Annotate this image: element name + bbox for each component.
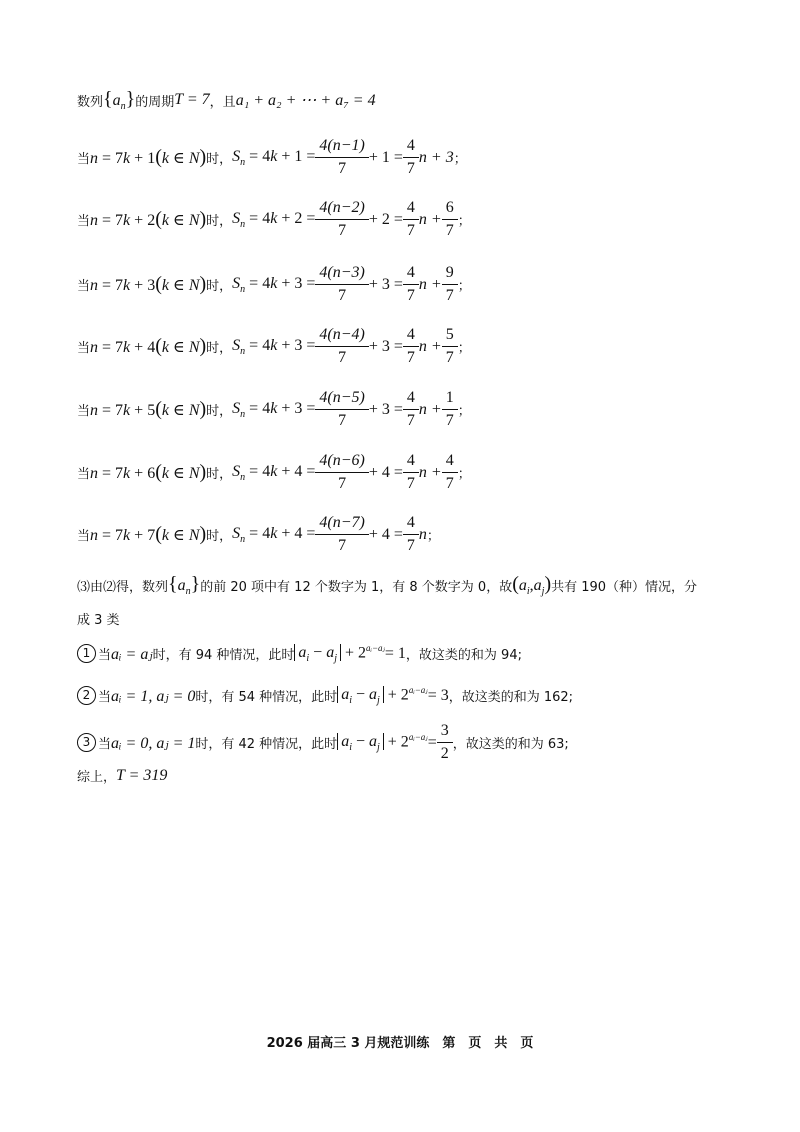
case-line-3: 当 n = 7k + 3(k ∈ N) 时， $S_n = 4k + 3$ = $\frac{4(n-3)}{7}$ + 3 = $\frac{4}{7}$ n + $\frac{9}{7}$ ； <box>77 264 471 305</box>
case-fraction: $\frac{4(n-7)}{7}$ <box>317 514 366 556</box>
subcase-1: 1 当 aᵢ = aⱼ 时，有 94 种情况，此时 $a_i - a_j + 2^{aᵢ-aⱼ}$ = 1 ，故这类的和为 94; <box>77 643 522 665</box>
fraction-three-halves: $\frac{3}{2}$ <box>439 722 451 764</box>
part3-line1: ⑶由⑵得，数列 $\{a_n\}$ 的前 20 项中有 12 个数字为 1，有 8 个数字为 0，故 $(a_i,a_j)$ 共有 190（种）情况，分 <box>77 573 698 598</box>
case-fraction: $\frac{4(n-2)}{7}$ <box>317 199 366 241</box>
conclusion: 综上， T = 319 <box>77 766 168 785</box>
case-fraction: $\frac{4(n-5)}{7}$ <box>317 389 366 431</box>
case-fraction: $\frac{4(n-6)}{7}$ <box>317 452 366 494</box>
case-line-6: 当 n = 7k + 6(k ∈ N) 时， $S_n = 4k + 4$ = $\frac{4(n-6)}{7}$ + 4 = $\frac{4}{7}$ n + $\frac{4}{7}$ ； <box>77 452 471 493</box>
part3-line2: 成 3 类 <box>77 613 120 628</box>
page-footer: 2026 届高三 3 月规范训练 第 页 共 页 <box>266 1036 534 1051</box>
subcase-3: 3 当 aᵢ = 0, aⱼ = 1 时，有 42 种情况，此时 $a_i - a_j + 2^{aᵢ-aⱼ}$ = $\frac{3}{2}$ ，故这类的和为 63; <box>77 722 569 764</box>
sum-eq: a₁ + a₂ + ⋯ + a₇ = 4 <box>235 92 376 110</box>
intro-label: 数列 <box>77 94 104 110</box>
intro-line: 数列 $\{a_n\}$ 的周期 T = 7 ， 且 a₁ + a₂ + ⋯ + a₇ = 4 <box>77 88 376 113</box>
case-fraction: $\frac{4(n-3)}{7}$ <box>317 264 366 306</box>
subcase-2: 2 当 aᵢ = 1, aⱼ = 0 时，有 54 种情况，此时 $a_i - a_j + 2^{aᵢ-aⱼ}$ = 3 ，故这类的和为 162; <box>77 685 573 707</box>
case-line-7: 当 n = 7k + 7(k ∈ N) 时， $S_n = 4k + 4$ = $\frac{4(n-7)}{7}$ + 4 = $\frac{4}{7}$ n ； <box>77 514 440 555</box>
case-line-5: 当 n = 7k + 5(k ∈ N) 时， $S_n = 4k + 3$ = $\frac{4(n-5)}{7}$ + 3 = $\frac{4}{7}$ n + $\frac{1}{7}$ ； <box>77 389 471 430</box>
period-eq: T = 7 <box>174 91 210 109</box>
case-line-4: 当 n = 7k + 4(k ∈ N) 时， $S_n = 4k + 3$ = $\frac{4(n-4)}{7}$ + 3 = $\frac{4}{7}$ n + $\frac{5}{7}$ ； <box>77 326 471 367</box>
case-line-1: 当 n = 7k + 1(k ∈ N) 时， $S_n = 4k + 1$ = $\frac{4(n-1)}{7}$ + 1 = $\frac{4}{7}$ n + 3 ； <box>77 137 467 178</box>
case-line-2: 当 n = 7k + 2(k ∈ N) 时， $S_n = 4k + 2$ = $\frac{4(n-2)}{7}$ + 2 = $\frac{4}{7}$ n + $\frac{6}{7}$ ； <box>77 199 471 240</box>
case-fraction: $\frac{4(n-1)}{7}$ <box>317 137 366 179</box>
circled-number: 1 <box>77 644 96 663</box>
case-fraction: $\frac{4(n-4)}{7}$ <box>317 326 366 368</box>
circled-number: 2 <box>77 686 96 705</box>
conclusion-value: T = 319 <box>116 766 168 784</box>
circled-number: 3 <box>77 733 96 752</box>
